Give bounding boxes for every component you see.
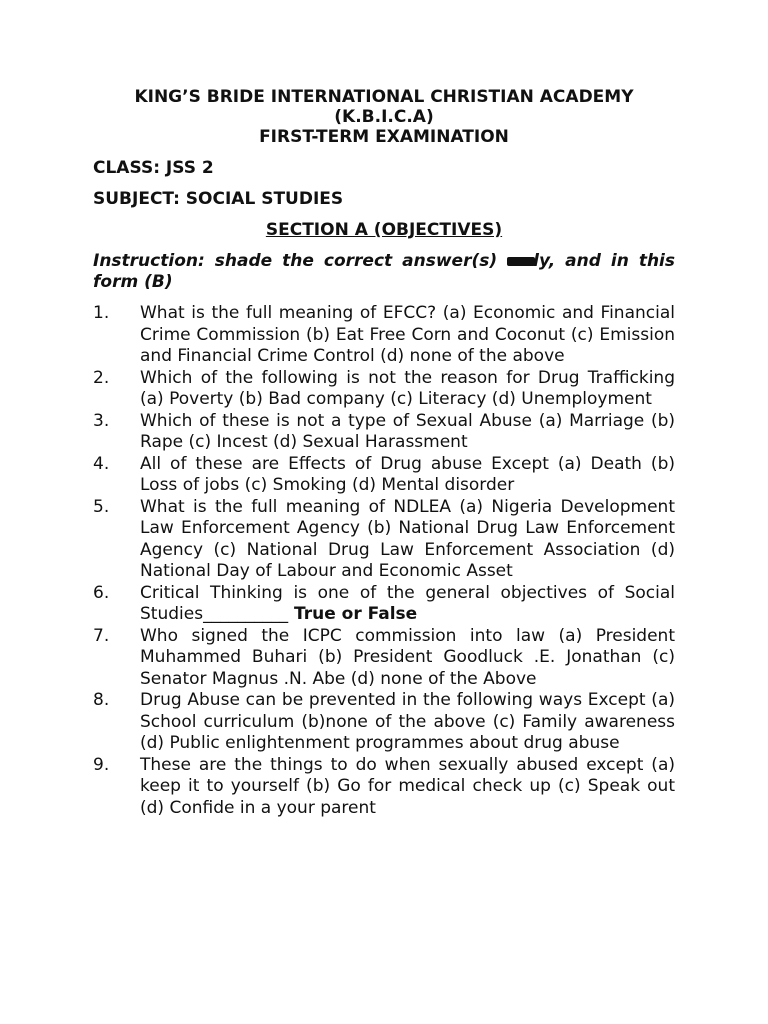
question-item — [93, 411, 675, 454]
question-text: All of these are Effects of Drug abuse Except (a) Death (b) Loss of jobs (c) Smoking (d) Mental disorder — [140, 453, 675, 495]
question-text: Who signed the ICPC commission into law (a) President Muhammed Buhari (b) President Goodluck .E. Jonathan (c) Senator Magnus .N. Abe (d) none of the Above — [140, 625, 675, 689]
question-text: Which of the following is not the reason for Drug Trafficking (a) Poverty (b) Bad company (c) Literacy (d) Unemployment — [140, 367, 675, 409]
question-number: 2. — [93, 367, 110, 388]
question-text: What is the full meaning of EFCC? (a) Economic and Financial Crime Commission (b) Eat Free Corn and Coconut (c) Emission and Financial Crime Control (d) none of the above — [140, 303, 675, 366]
true-false-label: True or False — [288, 604, 418, 624]
question-item — [93, 690, 675, 755]
instruction-text-start: Instruction: shade the correct answer(s) — [93, 251, 508, 271]
question-item — [93, 755, 675, 820]
section-title: SECTION A (OBJECTIVES) — [265, 220, 503, 240]
school-abbreviation: (K.B.I.C.A) — [334, 107, 434, 127]
question-item — [93, 626, 675, 691]
document-header — [93, 87, 675, 147]
question-text: What is the full meaning of NDLEA (a) Nigeria Development Law Enforcement Agency (b) National Drug Law Enforcement Agency (c) National Drug Law Enforcement Association (d) National Day of Labour and Economic Asset — [140, 496, 675, 581]
redaction-mark — [507, 257, 535, 266]
question-number: 1. — [93, 303, 110, 323]
question-text: These are the things to do when sexually abused except (a) keep it to yourself (b) Go for medical check up (c) Speak out (d) Confide in a your parent — [140, 754, 675, 818]
school-name: KING’S BRIDE INTERNATIONAL CHRISTIAN ACADEMY — [134, 87, 634, 107]
question-number: 7. — [93, 625, 110, 646]
question-number: 9. — [93, 754, 110, 775]
question-text — [140, 583, 675, 626]
question-number: 8. — [93, 690, 110, 710]
question-text-main: Critical Thinking is one of the general objectives of Social Studies — [140, 582, 675, 624]
subject-line: SUBJECT: SOCIAL STUDIES — [93, 189, 344, 209]
instruction-text-end: ly, and in this form (B) — [93, 251, 675, 292]
exam-title: FIRST-TERM EXAMINATION — [259, 127, 509, 147]
question-item — [93, 368, 675, 411]
answer-blank: __________ — [203, 604, 289, 624]
question-number: 6. — [93, 582, 110, 603]
question-number: 4. — [93, 453, 110, 474]
question-item — [93, 497, 675, 583]
class-line: CLASS: JSS 2 — [93, 158, 214, 178]
question-item — [93, 303, 675, 368]
question-text: Drug Abuse can be prevented in the following ways Except (a) School curriculum (b)none of the above (c) Family awareness (d) Public enlightenment programmes about drug abuse — [140, 690, 675, 753]
question-list — [93, 303, 675, 819]
question-item — [93, 454, 675, 497]
question-item — [93, 583, 675, 626]
question-text: Which of these is not a type of Sexual Abuse (a) Marriage (b) Rape (c) Incest (d) Sexual Harassment — [140, 410, 675, 452]
question-number: 5. — [93, 496, 110, 517]
instruction — [93, 251, 675, 293]
question-number: 3. — [93, 410, 110, 431]
